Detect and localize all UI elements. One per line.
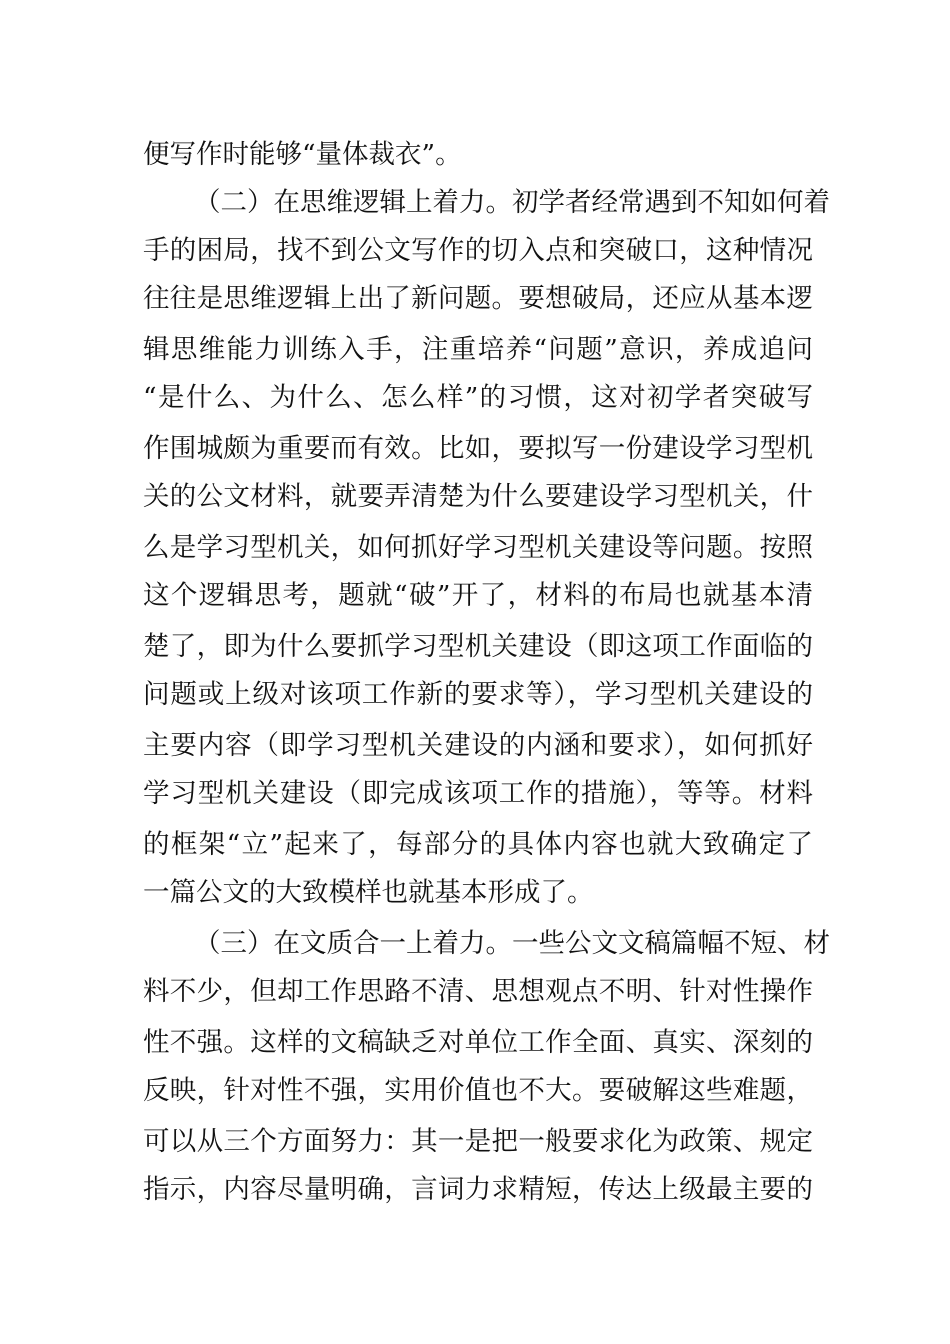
text-line: 一篇公文的大致模样也就基本形成了。 xyxy=(143,877,594,908)
text-line: 关的公文材料，就要弄清楚为什么要建设学习型机关，什 xyxy=(143,481,813,512)
paragraph-3-start: （三）在文质合一上着力。一些公文文稿篇幅不短、材 xyxy=(194,928,830,959)
text-line: 性不强。这样的文稿缺乏对单位工作全面、真实、深刻的 xyxy=(143,1027,813,1058)
text-line: 学习型机关建设（即完成该项工作的措施），等等。材料 xyxy=(143,778,813,809)
text-line: 指示，内容尽量明确，言词力求精短，传达上级最主要的 xyxy=(143,1174,813,1205)
text-line: 辑思维能力训练入手，注重培养“问题”意识，养成追问 xyxy=(143,334,813,365)
text-line: 反映，针对性不强，实用价值也不大。要破解这些难题， xyxy=(143,1075,813,1106)
text-line: 问题或上级对该项工作新的要求等），学习型机关建设的 xyxy=(143,679,813,710)
text-line: 可以从三个方面努力：其一是把一般要求化为政策、规定 xyxy=(143,1126,813,1157)
text-line: 这个逻辑思考，题就“破”开了，材料的布局也就基本清 xyxy=(143,580,813,611)
text-line: 的框架“立”起来了，每部分的具体内容也就大致确定了 xyxy=(143,829,813,860)
text-line: 手的困局，找不到公文写作的切入点和突破口，这种情况 xyxy=(143,235,813,266)
text-line: 往往是思维逻辑上出了新问题。要想破局，还应从基本逻 xyxy=(143,283,813,314)
text-line: “是什么、为什么、怎么样”的习惯，这对初学者突破写 xyxy=(143,382,813,413)
text-line: 料不少，但却工作思路不清、思想观点不明、针对性操作 xyxy=(143,976,813,1007)
text-line: 便写作时能够“量体裁衣”。 xyxy=(143,139,462,170)
text-line: 作围城颇为重要而有效。比如，要拟写一份建设学习型机 xyxy=(143,433,813,464)
text-line: 主要内容（即学习型机关建设的内涵和要求），如何抓好 xyxy=(143,730,813,761)
paragraph-2-start: （二）在思维逻辑上着力。初学者经常遇到不知如何着 xyxy=(194,187,830,218)
text-line: 么是学习型机关，如何抓好学习型机关建设等问题。按照 xyxy=(143,532,813,563)
text-line: 楚了，即为什么要抓学习型机关建设（即这项工作面临的 xyxy=(143,631,813,662)
